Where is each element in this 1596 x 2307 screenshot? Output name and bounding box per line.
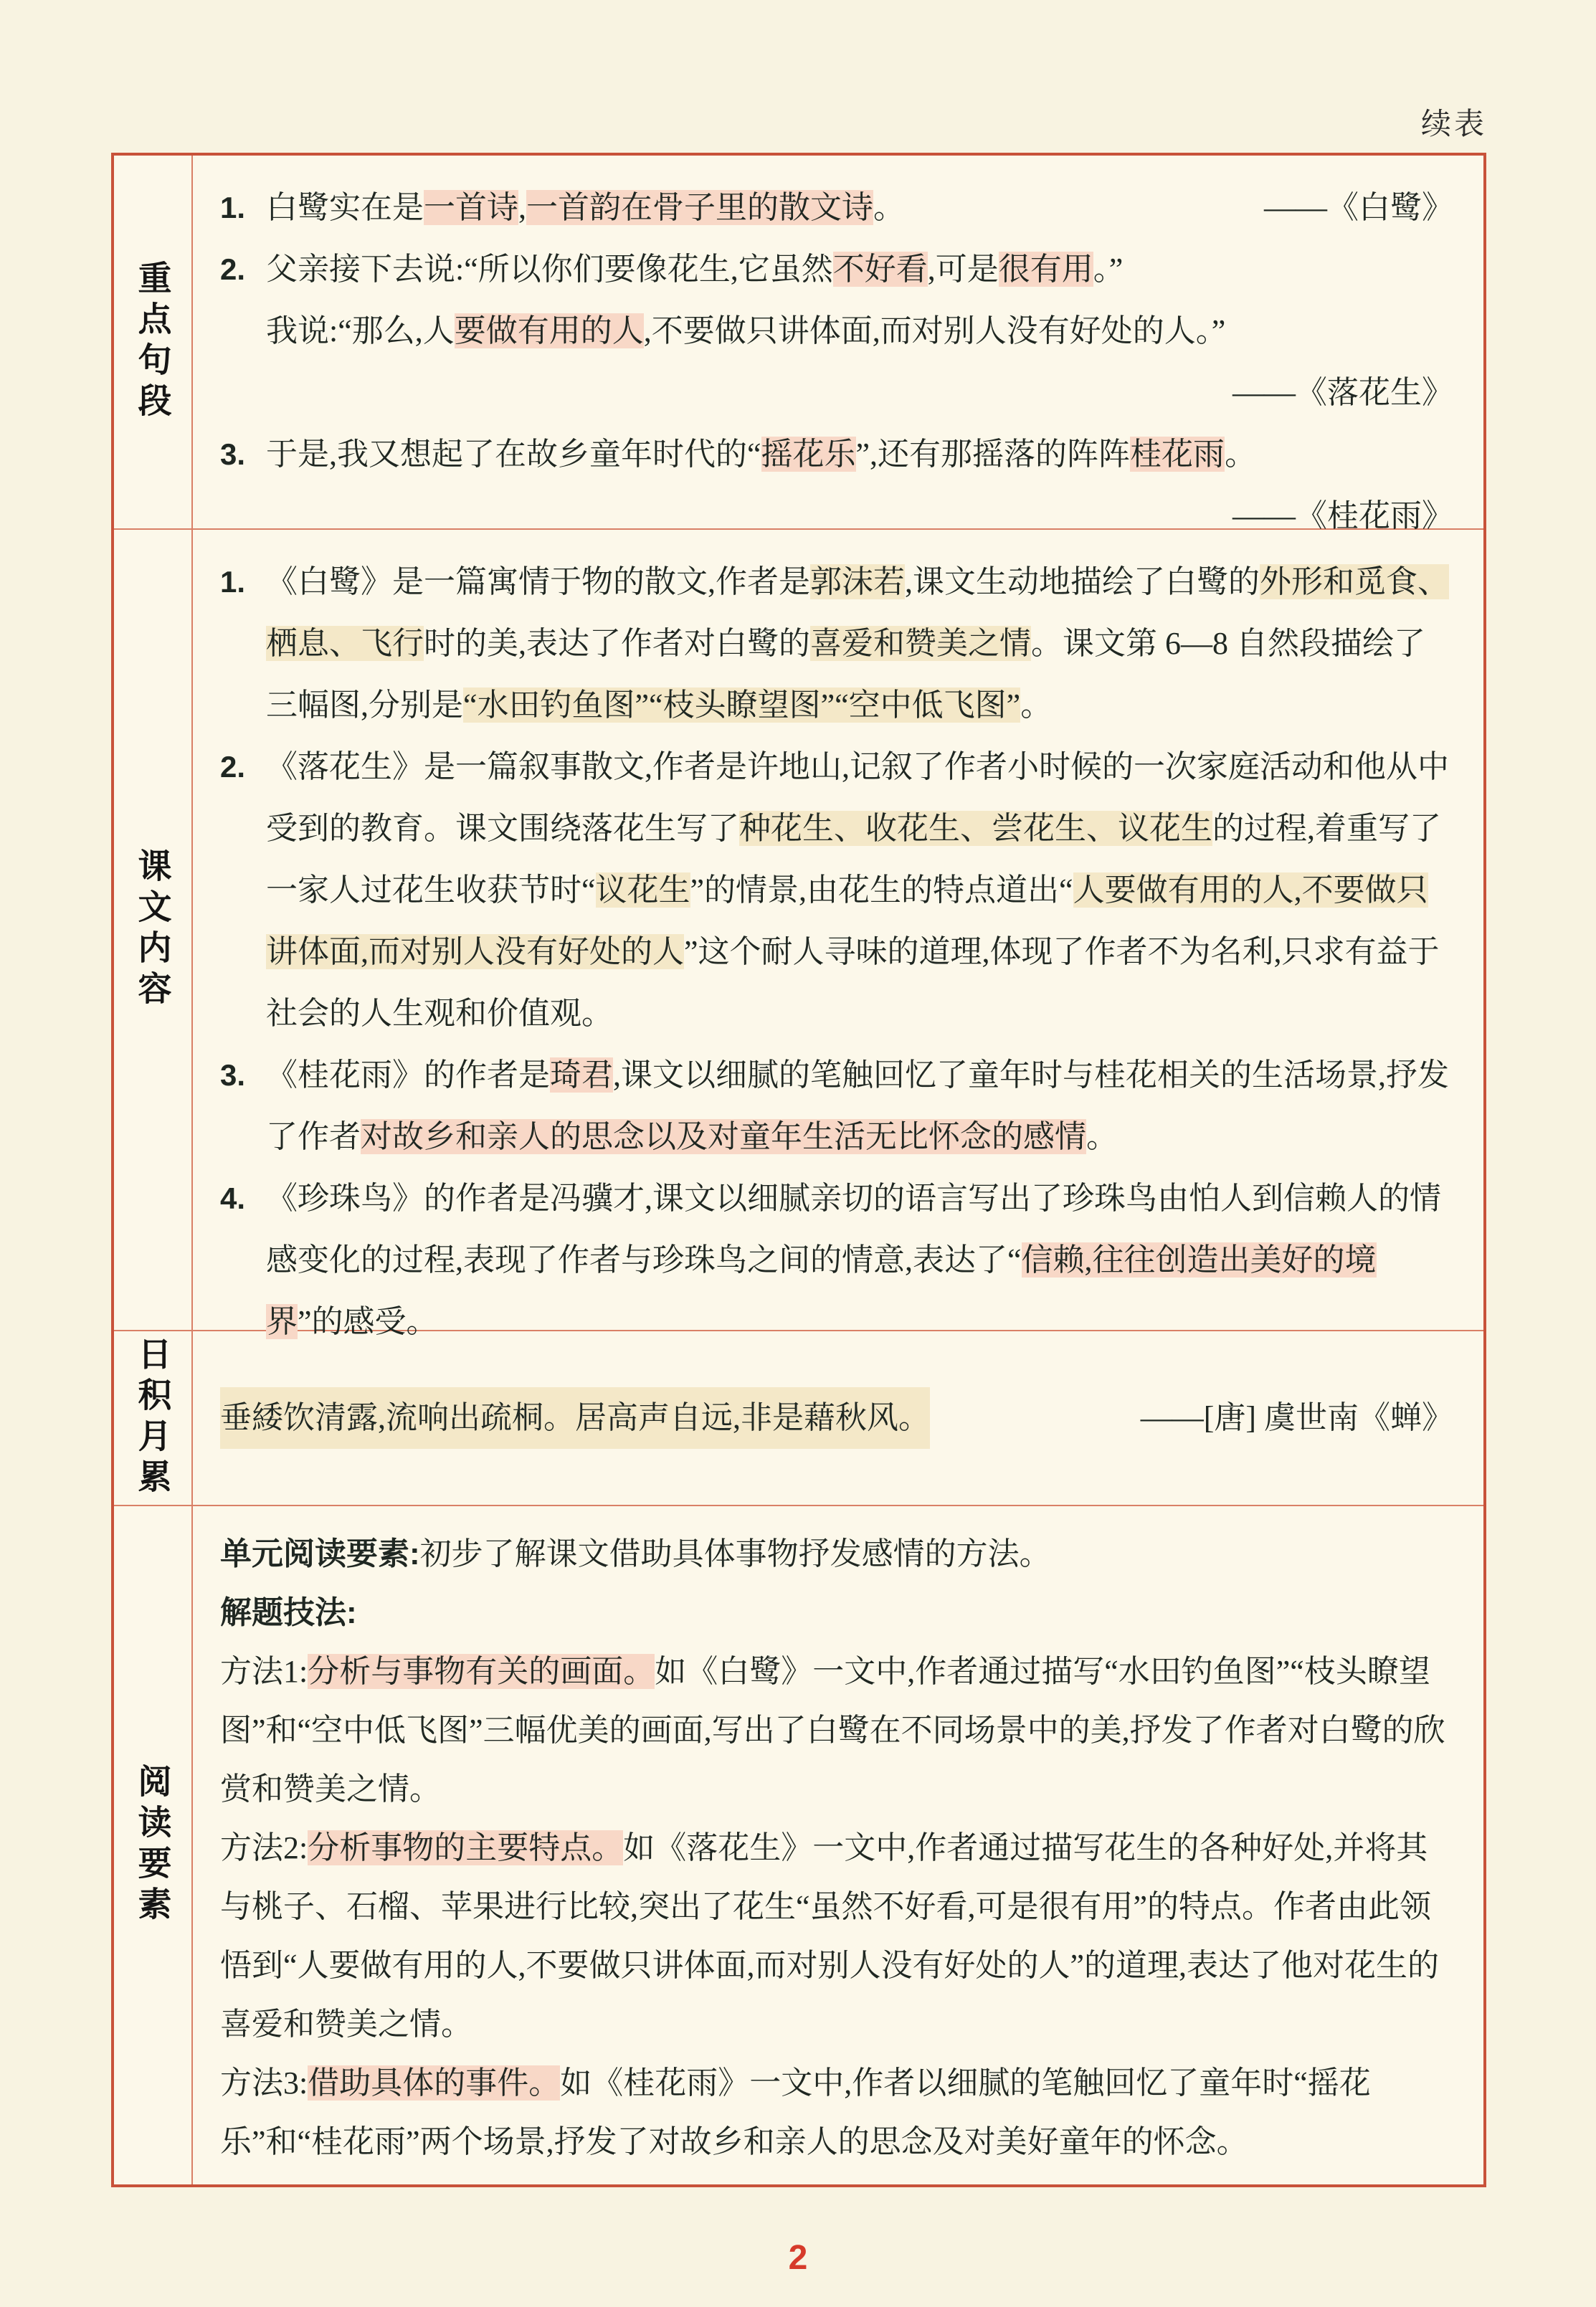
text-segment: 方法2: xyxy=(220,1830,308,1865)
item-number: 1. xyxy=(220,565,246,599)
highlighted-text-segment: 人要做有用的人,不要做只讲体面,而对别人没有好处的人 xyxy=(266,872,1428,969)
highlighted-text-segment: 分析与事物有关的画面。 xyxy=(308,1654,655,1689)
numbered-item xyxy=(220,1045,1453,1168)
table-row-yuedu xyxy=(114,1505,1483,2184)
study-summary-table xyxy=(111,153,1486,2187)
paragraph xyxy=(220,1819,1453,2054)
text-segment: ”的感受。 xyxy=(298,1304,438,1339)
table-row-riji xyxy=(114,1330,1483,1505)
paragraph xyxy=(220,1584,1453,1642)
highlighted-text-segment: 摇花乐 xyxy=(761,437,856,472)
row-header-kewen xyxy=(114,530,193,1330)
numbered-item xyxy=(220,424,1453,547)
text-segment: 如《落花生》一文中,作者通过描写花生的各种好处,并将其与桃子、石榴、苹果进行比较,突出了花生“虽然不好看,可是很有用”的特点。作者由此领悟到“人要做有用的人,不要做只讲体面,而对别人没有好处的人”的道理,表达了他对花生的喜爱和赞美之情。 xyxy=(220,1830,1440,2042)
row-content-riji xyxy=(193,1331,1483,1505)
paragraph xyxy=(220,1642,1453,1819)
row-content-yuedu xyxy=(193,1506,1483,2184)
text-segment: 《落花生》是一篇叙事散文,作者是许地山,记叙了作者小时候的一次家庭活动和他从中受到的教育。课文围绕落花生写了 xyxy=(266,749,1449,846)
highlighted-text-segment: 议花生 xyxy=(595,872,690,908)
text-segment: ,课文以细腻的笔触回忆了童年时与桂花相关的生活场景,抒发了作者 xyxy=(266,1057,1449,1154)
highlighted-text-segment: 要做有用的人 xyxy=(454,313,644,348)
text-segment: 。 xyxy=(1225,437,1257,472)
poem-line xyxy=(220,1387,1453,1449)
text-segment: 。 xyxy=(1086,1119,1118,1154)
row-header-label: 日积月累 xyxy=(133,1336,172,1500)
text-segment: ,可是 xyxy=(927,252,999,287)
highlighted-text-segment: 一首诗 xyxy=(424,190,518,225)
highlighted-text-segment: 种花生、收花生、尝花生、议花生 xyxy=(739,811,1212,846)
text-segment: 方法3: xyxy=(220,2065,308,2101)
source-attribution: ——《桂花雨》 xyxy=(1232,498,1453,533)
row-content-zhongdian xyxy=(193,156,1483,533)
highlighted-text-segment: 借助具体的事件。 xyxy=(308,2065,561,2101)
highlighted-text-segment: 对故乡和亲人的思念以及对童年生活无比怀念的感情 xyxy=(361,1119,1086,1154)
row-header-riji xyxy=(114,1331,193,1505)
text-segment: ”的情景,由花生的特点道出“ xyxy=(690,872,1073,908)
paragraph-label: 单元阅读要素: xyxy=(220,1536,420,1571)
text-segment: ,课文生动地描绘了白鹭的 xyxy=(905,564,1260,599)
highlighted-text-segment: 郭沫若 xyxy=(810,564,905,599)
text-segment: 如《桂花雨》一文中,作者以细腻的笔触回忆了童年时“摇花乐”和“桂花雨”两个场景,抒发了对故乡和亲人的思念及对美好童年的怀念。 xyxy=(220,2065,1371,2159)
text-segment: 的过程,着重写了一家人过花生收获节时“ xyxy=(266,811,1441,908)
highlighted-text-segment: 不好看 xyxy=(832,252,928,287)
highlighted-text-segment: 喜爱和赞美之情 xyxy=(810,626,1031,661)
text-segment: 《白鹭》是一篇寓情于物的散文,作者是 xyxy=(266,564,810,599)
text-segment: ,不要做只讲体面,而对别人没有好处的人。” xyxy=(643,313,1226,348)
paragraph xyxy=(220,1525,1453,1584)
paragraph-label: 解题技法: xyxy=(220,1595,357,1630)
highlighted-text-segment: 分析事物的主要特点。 xyxy=(308,1830,624,1865)
text-segment: 《桂花雨》的作者是 xyxy=(266,1057,550,1093)
row-header-yuedu xyxy=(114,1506,193,2184)
text-segment: 如《白鹭》一文中,作者通过描写“水田钓鱼图”“枝头瞭望图”和“空中低飞图”三幅优美的画面,写出了白鹭在不同场景中的美,抒发了作者对白鹭的欣赏和赞美之情。 xyxy=(220,1654,1445,1807)
highlighted-text-segment: “水田钓鱼图”“枝头瞭望图”“空中低飞图” xyxy=(463,688,1021,723)
source-attribution: ——《白鹭》 xyxy=(1264,190,1453,225)
row-header-label: 重点句段 xyxy=(133,260,172,424)
text-segment: 我说:“那么,人 xyxy=(266,313,455,348)
numbered-item xyxy=(220,1168,1453,1353)
highlighted-text-segment: 一首韵在骨子里的散文诗 xyxy=(526,190,873,225)
text-segment: ”,还有那摇落的阵阵 xyxy=(855,437,1131,472)
item-number: 2. xyxy=(220,750,246,784)
row-header-label: 课文内容 xyxy=(133,848,172,1012)
item-number: 2. xyxy=(220,252,246,286)
table-row-zhongdian xyxy=(114,156,1483,533)
text-segment: ”这个耐人寻味的道理,体现了作者不为名利,只求有益于社会的人生观和价值观。 xyxy=(266,934,1440,1031)
poem-attribution: ——[唐] 虞世南《蝉》 xyxy=(1140,1400,1453,1435)
highlighted-text-segment: 外形和觅食、栖息、飞行 xyxy=(266,564,1449,661)
page-number: 2 xyxy=(788,2239,808,2277)
text-segment: 时的美,表达了作者对白鹭的 xyxy=(424,626,810,661)
item-number: 1. xyxy=(220,191,246,224)
text-segment: 。课文第 6—8 自然段描绘了三幅图,分别是 xyxy=(266,626,1425,723)
numbered-item xyxy=(220,177,1453,239)
highlighted-text-segment: 很有用 xyxy=(998,252,1093,287)
paragraph xyxy=(220,2054,1453,2172)
highlighted-text-segment: 信赖,往往创造出美好的境界 xyxy=(266,1242,1377,1339)
row-content-kewen xyxy=(193,530,1483,1339)
item-number: 4. xyxy=(220,1181,246,1215)
text-segment: 初步了解课文借助具体事物抒发感情的方法。 xyxy=(419,1536,1051,1571)
source-attribution: ——《落花生》 xyxy=(1232,375,1453,410)
text-segment: 。 xyxy=(873,190,905,225)
row-header-zhongdian xyxy=(114,156,193,528)
text-segment: 白鹭实在是 xyxy=(266,190,424,225)
numbered-item xyxy=(220,736,1453,1045)
text-segment: 。” xyxy=(1093,252,1124,287)
text-segment: 。 xyxy=(1020,688,1053,723)
text-segment: 《珍珠鸟》的作者是冯骥才,课文以细腻亲切的语言写出了珍珠鸟由怕人到信赖人的情感变化的过程,表现了作者与珍珠鸟之间的情意,表达了“ xyxy=(266,1181,1441,1278)
text-segment: , xyxy=(518,190,526,225)
highlighted-text-segment: 桂花雨 xyxy=(1130,437,1225,472)
numbered-item xyxy=(220,239,1453,424)
text-segment: 父亲接下去说:“所以你们要像花生,它虽然 xyxy=(266,252,833,287)
item-number: 3. xyxy=(220,437,246,471)
text-segment: 于是,我又想起了在故乡童年时代的“ xyxy=(266,437,761,472)
continued-table-label: 续表 xyxy=(1420,108,1487,141)
table-row-kewen xyxy=(114,528,1483,1339)
highlighted-text-segment: 琦君 xyxy=(550,1057,613,1093)
text-segment: 方法1: xyxy=(220,1654,308,1689)
item-number: 3. xyxy=(220,1058,246,1092)
highlighted-text-segment: 垂緌饮清露,流响出疏桐。居高声自远,非是藉秋风。 xyxy=(220,1387,930,1449)
numbered-item xyxy=(220,551,1453,736)
row-header-label: 阅读要素 xyxy=(133,1764,172,1927)
